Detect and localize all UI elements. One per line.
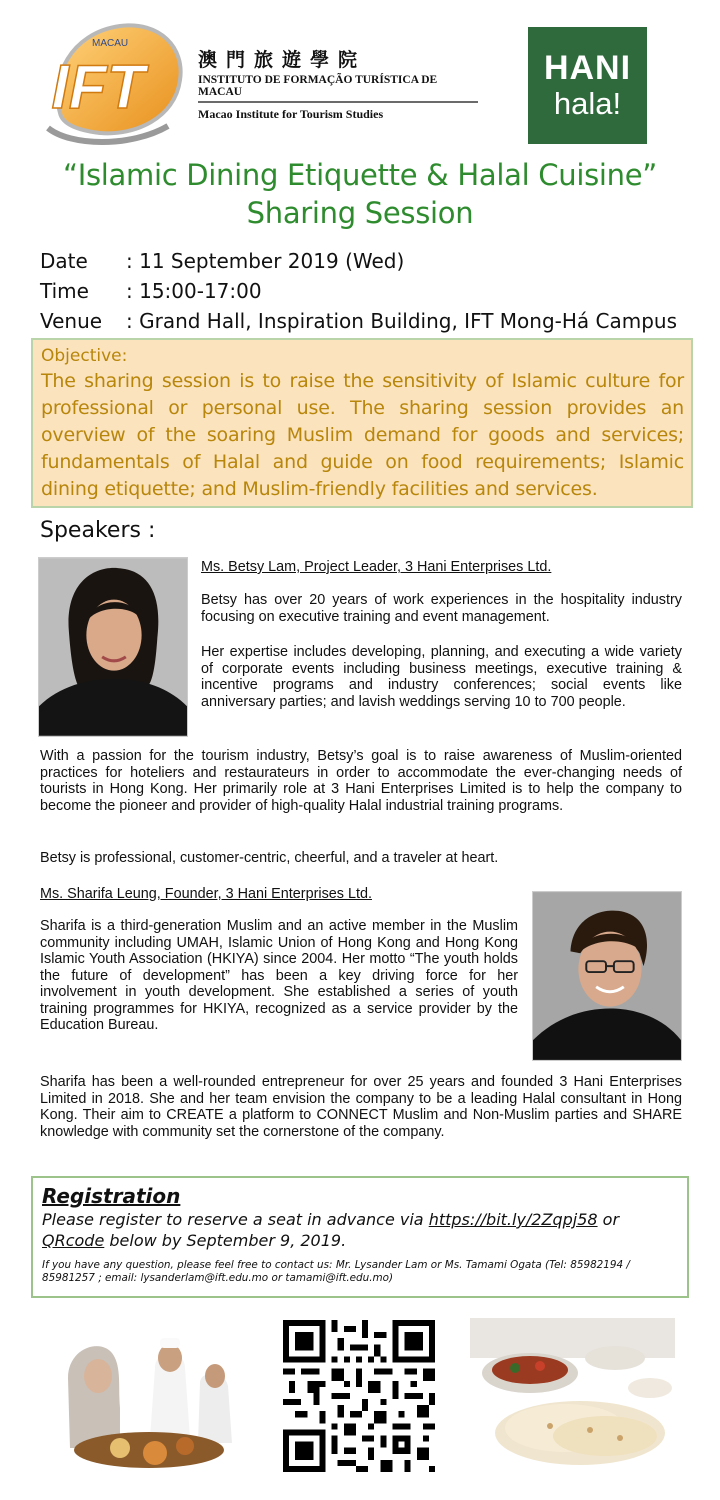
registration-heading: Registration <box>42 1184 181 1208</box>
venue-row <box>40 306 700 336</box>
speaker1-bio-p1: Betsy has over 20 years of work experiences in the hospitality industry focusing on executive training and event management. <box>201 592 682 625</box>
speaker1-bio-p3: With a passion for the tourism industry, Betsy’s goal is to raise awareness of Muslim-oriented practices for hoteliers and restaurateurs in order to accommodate the ever-changing needs of tourists in Hong Kong. Her primarily role at 3 Hani Enterprises Limited is to help the company to become the pioneer and provider of high-quality Halal industrial training programs. <box>40 748 682 814</box>
event-title-line2: Sharing Session <box>246 196 474 230</box>
institution-name-en: Macao Institute for Tourism Studies <box>198 107 384 121</box>
date-row <box>40 246 700 276</box>
institution-name-block <box>198 48 498 122</box>
speaker2-name: Ms. Sharifa Leung, Founder, 3 Hani Enterprises Ltd. <box>40 886 372 902</box>
speaker2-photo <box>532 891 682 1061</box>
speaker1-photo <box>38 557 188 737</box>
hani-logo-bottom-text: hala! <box>553 86 622 121</box>
hani-logo-top-text: HANI <box>543 49 632 87</box>
speakers-heading: Speakers : <box>40 518 156 543</box>
time-row <box>40 276 700 306</box>
time-value: : 15:00-17:00 <box>126 279 262 303</box>
speaker1-bio-p4: Betsy is professional, customer-centric, cheerful, and a traveler at heart. <box>40 850 499 866</box>
date-value: : 11 September 2019 (Wed) <box>126 249 405 273</box>
venue-label: Venue <box>40 309 103 333</box>
ift-logo <box>40 18 188 146</box>
time-label: Time <box>40 279 89 303</box>
header <box>0 0 720 150</box>
speaker1-bio-p2: Her expertise includes developing, planning, and executing a wide variety of corporate events including business meetings, executive training & incentive programs and industry conferences; social events like anniversary parties; and lavish weddings serving 10 to 700 people. <box>201 644 682 710</box>
hani-halal-logo <box>528 27 647 144</box>
objective-box <box>31 338 693 508</box>
speaker1-name: Ms. Betsy Lam, Project Leader, 3 Hani Enterprises Ltd. <box>201 559 552 575</box>
registration-text-before: Please register to reserve a seat in advance via <box>42 1210 429 1229</box>
ift-logo-macau-text: MACAU <box>92 38 129 49</box>
objective-text: The sharing session is to raise the sensitivity of Islamic culture for professional or personal use. The sharing session provides an overview of the soaring Muslim demand for goods and services; fundamentals of Halal and guide on food requirements; Islamic dining etiquette; and Muslim-friendly facilities and services. <box>41 370 684 500</box>
registration-link[interactable]: https://bit.ly/2Zqpj58 <box>428 1210 598 1229</box>
dining-photo <box>60 1318 238 1478</box>
ift-logo-letters: IFT <box>51 53 145 122</box>
registration-qr-code[interactable] <box>283 1320 435 1472</box>
registration-box <box>31 1176 689 1298</box>
registration-text <box>42 1209 678 1251</box>
date-label: Date <box>40 249 88 273</box>
speaker2-bio-p1: Sharifa is a third-generation Muslim and an active member in the Muslim community including UMAH, Islamic Union of Hong Kong and Hong Kong Islamic Youth Association (HKIYA) since 2004. Her motto “The youth holds the future of development” has been a key driving force for her involvement in youth development. She established a series of youth training programmes for HKIYA, recognized as a service provider by the Education Bureau. <box>40 918 518 1033</box>
registration-text-after: below by September 9, 2019. <box>104 1231 347 1250</box>
event-title <box>0 156 720 232</box>
halal-food-photo <box>470 1318 675 1478</box>
event-title-line1: “Islamic Dining Etiquette & Halal Cuisine” <box>62 158 657 192</box>
institution-name-zh: 澳門旅遊學院 <box>198 49 367 71</box>
registration-text-or: or <box>597 1210 620 1229</box>
registration-qr-link[interactable]: QRcode <box>42 1231 105 1250</box>
event-info <box>40 246 700 336</box>
institution-name-pt: INSTITUTO DE FORMAÇÃO TURÍSTICA DE MACAU <box>198 74 478 103</box>
speaker2-bio-p2: Sharifa has been a well-rounded entrepreneur for over 25 years and founded 3 Hani Enterprises Limited in 2018. She and her team envision the company to be a leading Halal consultant in Hong Kong. Their aim to CREATE a platform to CONNECT Muslim and Non-Muslim parties and SHARE knowledge with community set the cornerstone of the company. <box>40 1074 682 1140</box>
registration-contact: If you have any question, please feel free to contact us: Mr. Lysander Lam or Ms. Tamami Ogata (Tel: 85982194 / 85981257 ; email: lysanderlam@ift.edu.mo or tamami@ift.edu.mo) <box>42 1259 630 1284</box>
objective-heading: Objective: <box>41 346 128 366</box>
venue-value: : Grand Hall, Inspiration Building, IFT Mong-Há Campus <box>126 309 678 333</box>
